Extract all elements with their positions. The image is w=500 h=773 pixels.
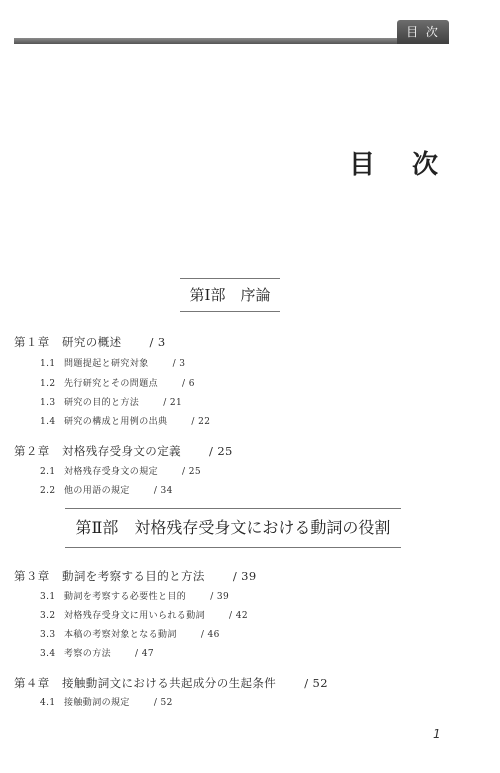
section-entry-4-1[interactable]: 4.1 接触動詞の規定 / 52 — [40, 698, 173, 708]
chapter-page: / 52 — [304, 676, 328, 690]
section-entry-1-2[interactable]: 1.2 先行研究とその問題点 / 6 — [40, 379, 195, 389]
chapter-title: 動詞を考察する目的と方法 — [62, 569, 205, 583]
section-entry-1-1[interactable]: 1.1 問題提起と研究対象 / 3 — [40, 359, 186, 369]
section-entry-1-3[interactable]: 1.3 研究の目的と方法 / 21 — [40, 398, 183, 408]
page-number: 1 — [433, 727, 441, 741]
chapter-page: / 39 — [232, 569, 257, 583]
header-rule — [14, 38, 398, 44]
chapter-title: 接触動詞文における共起成分の生起条件 — [62, 676, 277, 690]
chapter-page: / 3 — [149, 335, 166, 349]
section-entry-3-4[interactable]: 3.4 考察の方法 / 47 — [40, 649, 154, 659]
chapter-page: / 25 — [209, 444, 233, 458]
chapter-entry-4[interactable]: 第４章 接触動詞文における共起成分の生起条件 / 52 — [14, 676, 328, 690]
part-heading-1: 第Ⅰ部 序論 — [180, 278, 280, 312]
section-entry-3-2[interactable]: 3.2 対格残存受身文に用いられる動詞 / 42 — [40, 611, 248, 621]
section-entry-2-2[interactable]: 2.2 他の用語の規定 / 34 — [40, 486, 173, 496]
section-entry-3-3[interactable]: 3.3 本稿の考察対象となる動詞 / 46 — [40, 630, 220, 640]
chapter-entry-2[interactable]: 第２章 対格残存受身文の定義 / 25 — [14, 444, 233, 458]
section-entry-1-4[interactable]: 1.4 研究の構成と用例の出典 / 22 — [40, 417, 211, 427]
chapter-entry-1[interactable]: 第１章 研究の概述 / 3 — [14, 335, 166, 349]
chapter-entry-3[interactable]: 第３章 動詞を考察する目的と方法 / 39 — [14, 569, 257, 583]
chapter-title: 対格残存受身文の定義 — [62, 444, 181, 458]
part-heading-2: 第Ⅱ部 対格残存受身文における動詞の役割 — [65, 508, 401, 548]
section-entry-3-1[interactable]: 3.1 動詞を考察する必要性と目的 / 39 — [40, 592, 230, 602]
chapter-title: 研究の概述 — [62, 335, 122, 349]
page-title: 目 次 — [348, 150, 452, 180]
section-tab: 目 次 — [397, 20, 449, 44]
section-entry-2-1[interactable]: 2.1 対格残存受身文の規定 / 25 — [40, 467, 201, 477]
